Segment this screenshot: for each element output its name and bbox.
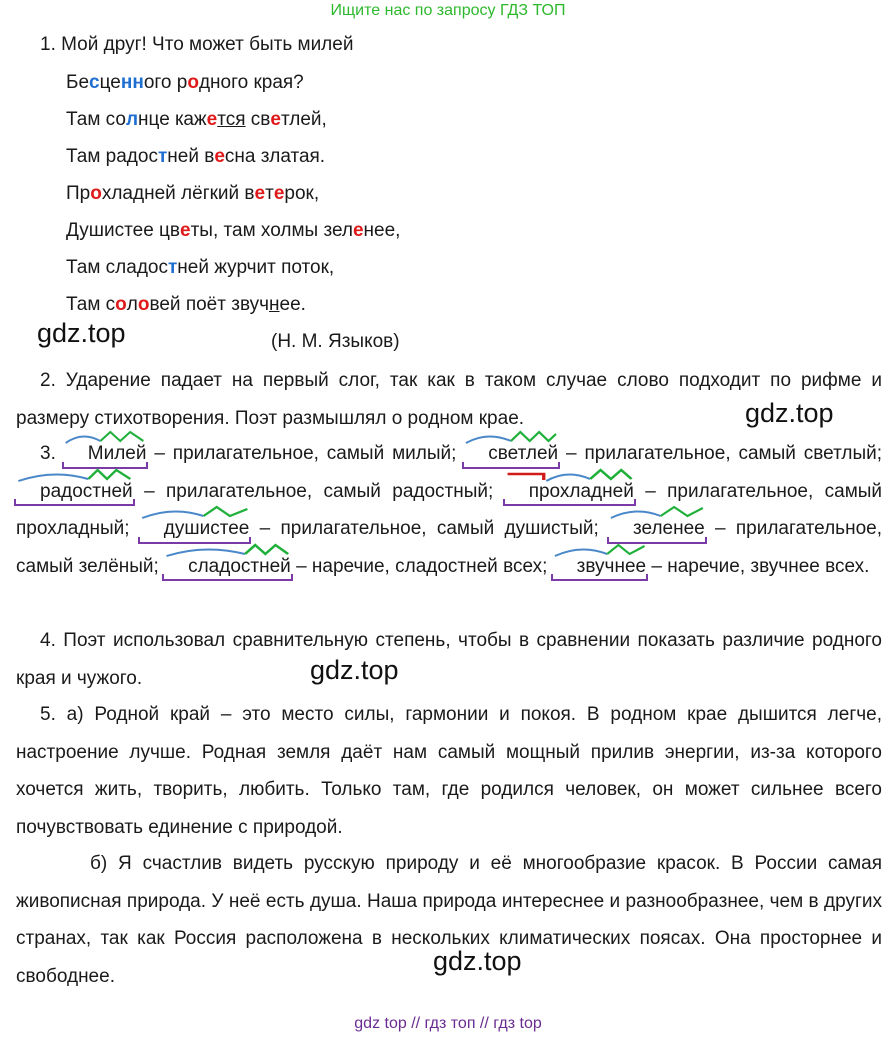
poem-line-8: Там соловей поёт звучнее. (66, 294, 306, 315)
poem-line-2: Бесценного родного края? (66, 72, 304, 93)
watermark: gdz.top (37, 318, 126, 348)
word-mark: светлей (464, 443, 558, 465)
watermark: gdz.top (310, 655, 399, 685)
poem-line-7: Там сладостней журчит поток, (66, 257, 335, 278)
answer-5a: 5. а) Родной край – это место силы, гармонии и покоя. В родном крае дышится легче, настроение лучше. Родная земля даёт нам самый мощный прилив энергии, из-за которого хочется жить, творить, любить. Только там, где родился человек, он может сильнее всего почувствовать единение с природой. (16, 704, 882, 838)
poem-line-1: 1. Мой друг! Что может быть милей (40, 34, 354, 55)
header-search-hint: Ищите нас по запросу ГДЗ ТОП (330, 2, 566, 19)
poem-line-5: Прохладней лёгкий ветерок, (66, 183, 320, 204)
word-mark: душистее (140, 518, 250, 540)
word-mark: Милей (64, 443, 147, 465)
watermark: gdz.top (745, 398, 834, 428)
answer-5b: б) Я счастлив видеть русскую природу и её многообразие красок. В России самая живописная природа. У неё есть душа. Наша природа интереснее и разнообразнее, чем в других странах, так как Россия расположена в нескольких климатических поясах. Она просторнее и свободнее. (16, 853, 882, 987)
watermark: gdz.top (433, 946, 522, 976)
poem-author: (Н. М. Языков) (271, 331, 400, 352)
poem-line-3: Там солнце кaжется светлей, (66, 109, 327, 130)
word-mark: зеленее (609, 518, 705, 540)
poem-line-6: Душистее цветы, там холмы зеленее, (66, 220, 401, 241)
footer-links: gdz top // гдз топ // гдз top (354, 1015, 542, 1032)
word-mark: сладостней (164, 556, 291, 578)
word-mark: звучнее (553, 556, 646, 578)
word-mark: радостней (16, 481, 133, 503)
word-mark: прохладней (505, 481, 634, 503)
poem-line-4: Там радостней весна златая. (66, 146, 326, 167)
answer-3: 3. Милей – прилагательное, самый милый; светлей – прилагательное, самый светлый; радостней – прилагательное, самый радостный; прохладней – прилагательное, самый прохладный; душистее – прилагательное, самый душистый; зеленее – прилагательное, самый зелёный; сладостней – наречие, сладостней всех; звучнее – наречие, звучнее всех. (16, 435, 882, 585)
answer-4: 4. Поэт использовал сравнительную степень, чтобы в сравнении показать различие родного края и чужого. (16, 630, 882, 689)
answer-2: 2. Ударение падает на первый слог, так как в таком случае слово подходит по рифме и размеру стихотворения. Поэт размышлял о родном крае. (16, 370, 882, 429)
